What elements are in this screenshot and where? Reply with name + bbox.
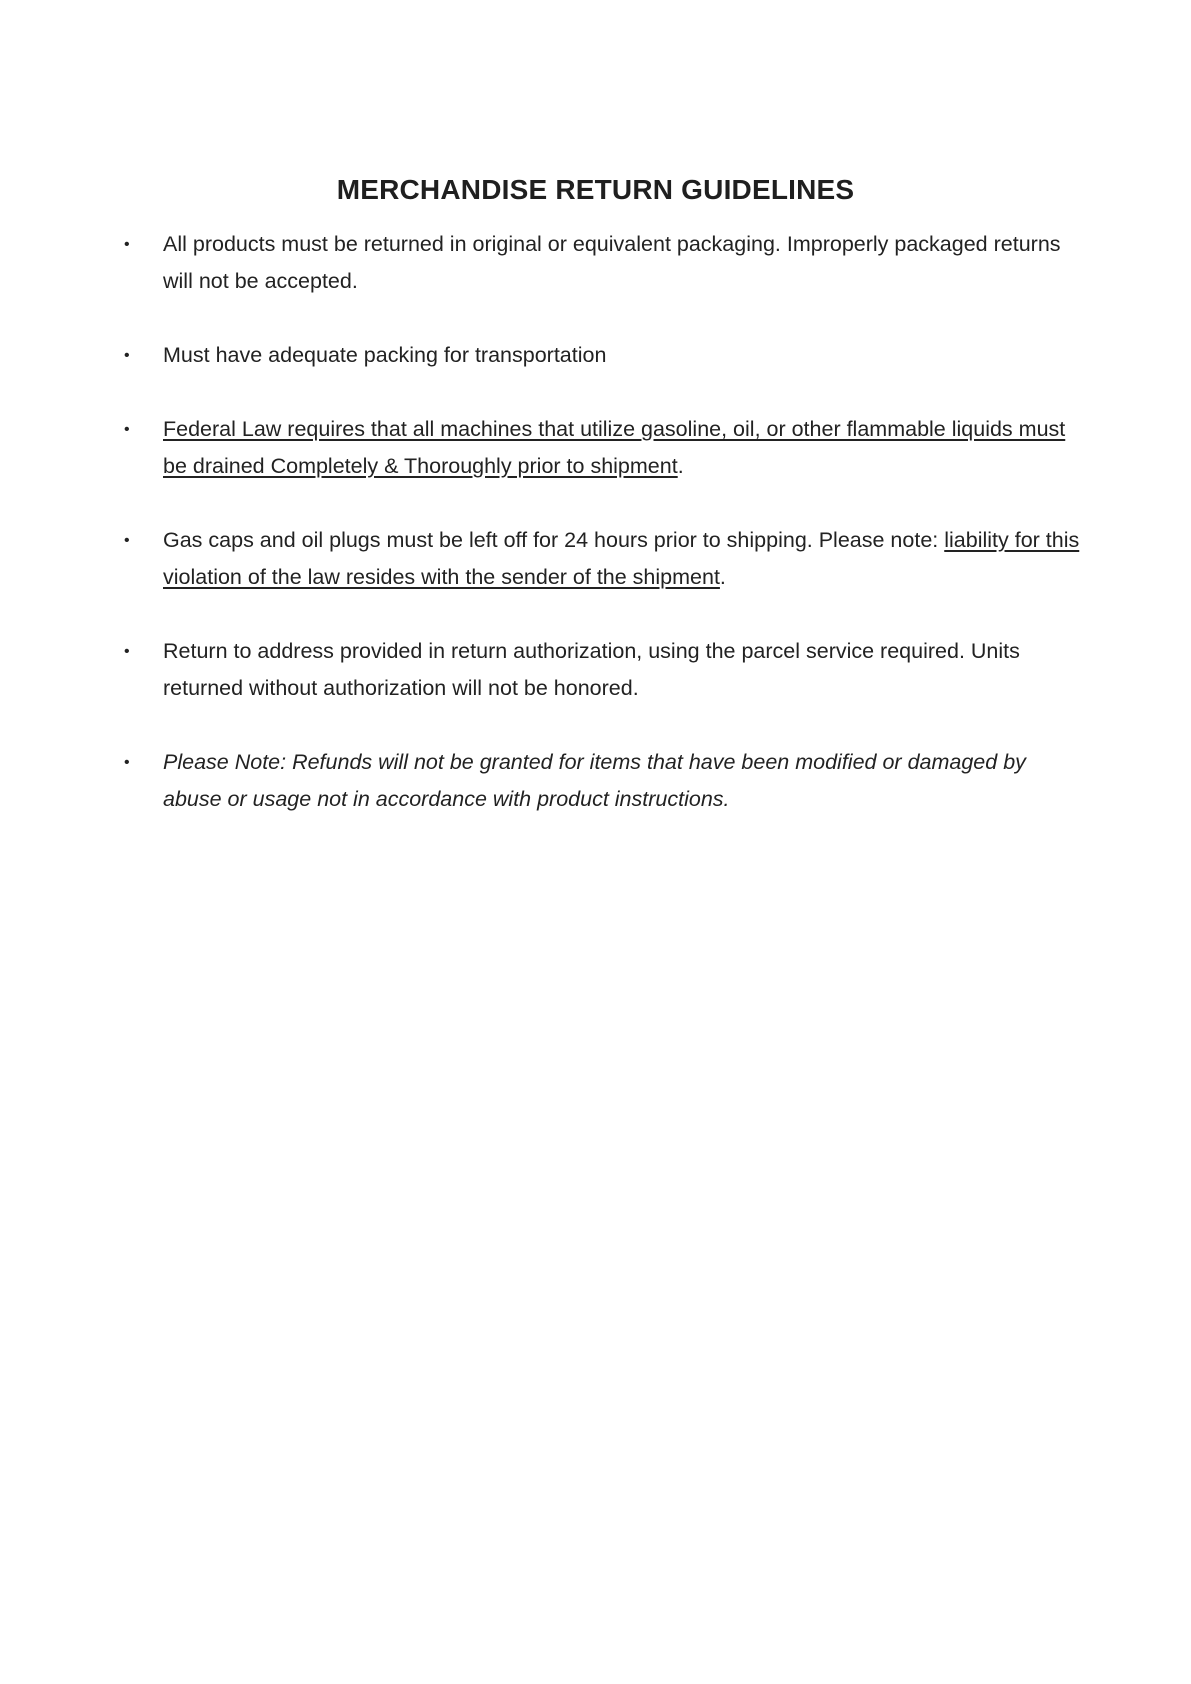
item-trailing-text: . [677, 454, 684, 478]
item-underlined-text: liability for this violation of the law resides with the sender of the shipment [163, 528, 1080, 589]
list-item-gas-caps [120, 522, 1080, 596]
list-item-refund-note [120, 744, 1080, 818]
item-text: Must have adequate packing for transportation [163, 343, 607, 367]
bullet-icon: • [124, 532, 130, 549]
list-item-packaging [120, 226, 1080, 300]
item-underlined-text: Federal Law requires that all machines that utilize gasoline, oil, or other flammable liquids must be drained Completely & Thoroughly prior to shipment [163, 417, 1066, 478]
bullet-icon: • [124, 347, 130, 364]
page-title: MERCHANDISE RETURN GUIDELINES [336, 174, 855, 205]
bullet-icon: • [124, 236, 130, 253]
item-italic-text: Please Note: Refunds will not be granted for items that have been modified or damaged by abuse or usage not in accordance with product instructions. [163, 750, 1026, 811]
item-trailing-text: . [719, 565, 726, 589]
list-item-federal-law [120, 411, 1080, 485]
item-text: All products must be returned in original or equivalent packaging. Improperly packaged returns will not be accepted. [163, 232, 1061, 293]
guidelines-list [120, 226, 1080, 855]
bullet-icon: • [124, 643, 130, 660]
item-text: Gas caps and oil plugs must be left off for 24 hours prior to shipping. Please note: [163, 528, 945, 552]
bullet-icon: • [124, 754, 130, 771]
bullet-icon: • [124, 421, 130, 438]
list-item-transport-packing [120, 337, 1080, 374]
list-item-return-address [120, 633, 1080, 707]
item-text: Return to address provided in return authorization, using the parcel service required. Units returned without authorization will not be honored. [163, 639, 1020, 700]
